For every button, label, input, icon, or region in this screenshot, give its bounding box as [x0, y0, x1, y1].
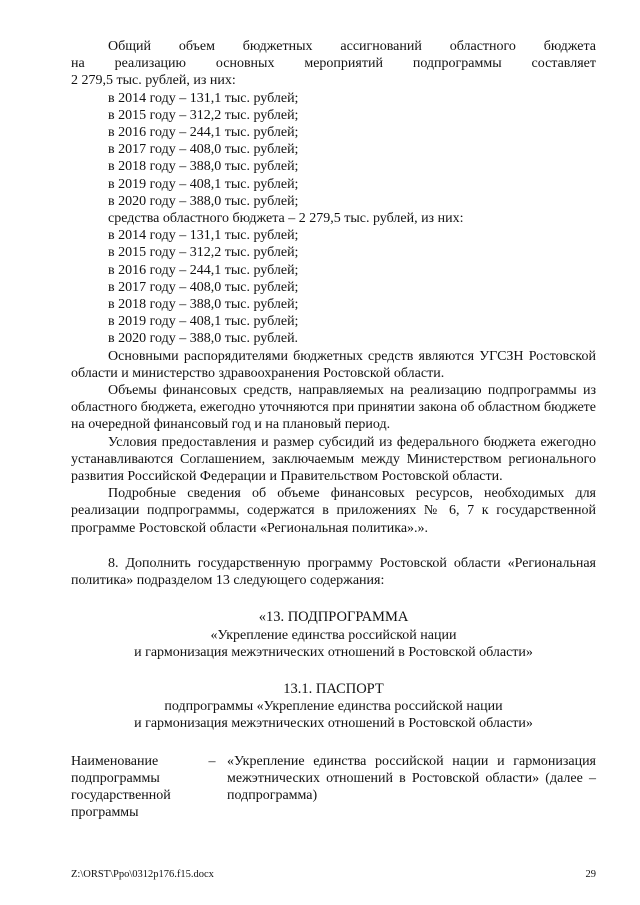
- year-line-regional-2019: в 2019 году – 408,1 тыс. рублей;: [108, 314, 299, 330]
- paragraph-detailed-info: Подробные сведения об объеме финансовых ресурсов, необходимых для реализации подпрограммы, содержатся в приложениях № 6, 7 к государственной программе Ростовской области «Региональная политика».».: [71, 486, 596, 536]
- year-line-regional-2014: в 2014 году – 131,1 тыс. рублей;: [108, 228, 299, 244]
- paragraph-budget-managers: Основными распорядителями бюджетных средств являются УГСЗН Ростовской области и министерство здравоохранения Ростовской области.: [71, 348, 596, 381]
- year-line-total-2020: в 2020 году – 388,0 тыс. рублей;: [108, 193, 299, 209]
- document-page: [71, 38, 596, 821]
- passport-row-value: «Укрепление единства российской нации и гармонизация межэтнических отношений в Ростовской области» (далее – подпрограмма): [227, 753, 596, 803]
- spacer: [71, 733, 596, 753]
- year-line-regional-2020: в 2020 году – 388,0 тыс. рублей.: [108, 331, 299, 347]
- year-line-total-2016: в 2016 году – 244,1 тыс. рублей;: [108, 125, 299, 141]
- year-line-regional-2016: в 2016 году – 244,1 тыс. рублей;: [108, 262, 299, 278]
- section-13-subtitle-line-1: «Укрепление единства российской нации: [210, 627, 457, 643]
- year-line-regional-2015: в 2015 году – 312,2 тыс. рублей;: [108, 245, 299, 261]
- spacer: [71, 589, 596, 609]
- year-line-regional-2018: в 2018 году – 388,0 тыс. рублей;: [108, 297, 299, 313]
- passport-row-label: Наименование подпрограммы государственной программы: [71, 753, 171, 821]
- year-line-total-2018: в 2018 году – 388,0 тыс. рублей;: [108, 159, 299, 175]
- regional-budget-intro: средства областного бюджета – 2 279,5 тыс. рублей, из них:: [108, 211, 464, 227]
- paragraph-subsidy-conditions: Условия предоставления и размер субсидий из федерального бюджета ежегодно устанавливаются Соглашением, заключаемым между Министерством регионального развития Российской Федерации и Правительством Ростовской области.: [71, 434, 596, 485]
- year-line-total-2017: в 2017 году – 408,0 тыс. рублей;: [108, 142, 299, 158]
- passport-row-dash: –: [208, 753, 216, 769]
- page-footer: [71, 869, 596, 881]
- footer-file-path: Z:\ORST\Ppo\0312p176.f15.docx: [71, 869, 214, 880]
- footer-page-number: 29: [585, 869, 596, 880]
- section-13-title: «13. ПОДПРОГРАММА: [258, 609, 409, 626]
- passport-title: 13.1. ПАСПОРТ: [283, 680, 384, 697]
- section-13-subtitle-line-2: и гармонизация межэтнических отношений в Ростовской области»: [134, 644, 533, 660]
- year-line-total-2019: в 2019 году – 408,1 тыс. рублей;: [108, 176, 299, 192]
- intro-line-3: 2 279,5 тыс. рублей, из них:: [71, 73, 236, 89]
- intro-line-1: Общий объем бюджетных ассигнований областного бюджета: [108, 39, 596, 54]
- passport-subtitle-line-2: и гармонизация межэтнических отношений в Ростовской области»: [134, 716, 533, 732]
- passport-row-name: [71, 753, 596, 822]
- year-line-total-2015: в 2015 году – 312,2 тыс. рублей;: [108, 107, 299, 123]
- passport-subtitle-line-1: подпрограммы «Укрепление единства российской нации: [164, 699, 503, 715]
- paragraph-financial-volumes: Объемы финансовых средств, направляемых на реализацию подпрограммы из областного бюджета, ежегодно уточняются при принятии закона об областном бюджете на очередной финансовый год и на плановый период.: [71, 383, 596, 433]
- spacer: [71, 537, 596, 555]
- intro-line-2: на реализацию основных мероприятий подпрограммы составляет: [71, 56, 596, 72]
- paragraph-item-8: 8. Дополнить государственную программу Ростовской области «Региональная политика» подразделом 13 следующего содержания:: [71, 555, 596, 589]
- year-line-regional-2017: в 2017 году – 408,0 тыс. рублей;: [108, 279, 299, 295]
- spacer: [71, 661, 596, 681]
- year-line-total-2014: в 2014 году – 131,1 тыс. рублей;: [108, 90, 299, 106]
